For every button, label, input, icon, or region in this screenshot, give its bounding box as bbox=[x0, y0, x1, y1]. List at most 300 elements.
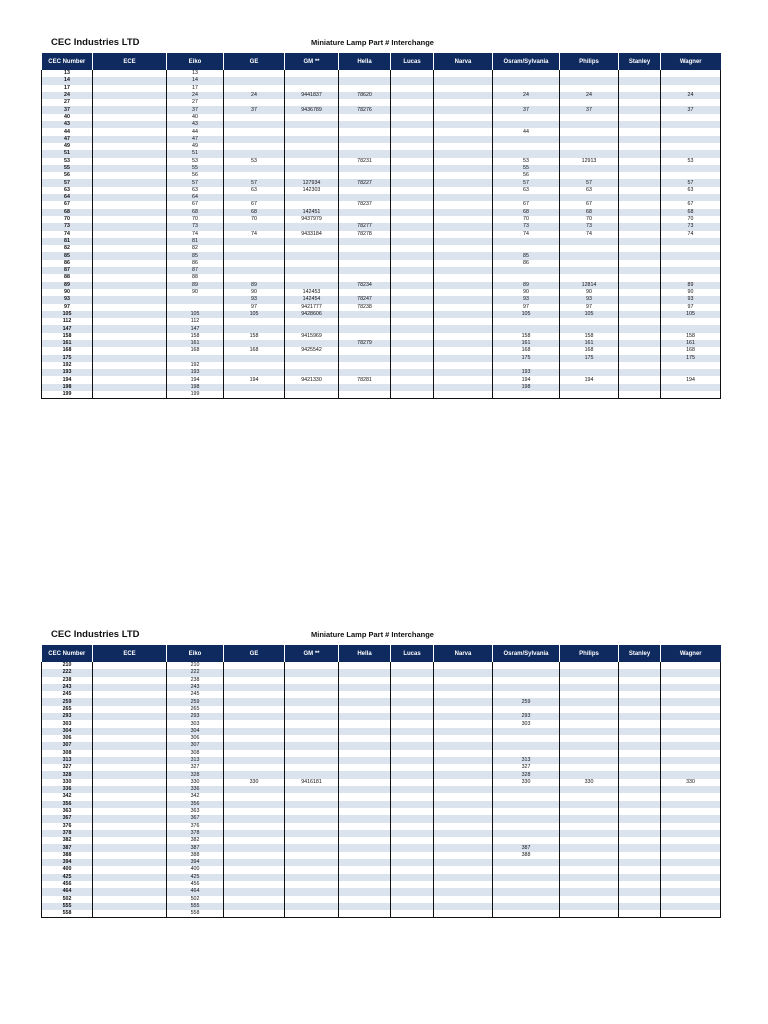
cell-hella bbox=[339, 881, 391, 888]
cell-hella: 78247 bbox=[339, 296, 391, 303]
cell-stanley bbox=[619, 245, 661, 252]
cell-hella bbox=[339, 252, 391, 259]
cell-cec-number: 222 bbox=[42, 669, 93, 676]
cell-cec-number: 97 bbox=[42, 304, 93, 311]
cell-philips: 68 bbox=[560, 209, 619, 216]
cell-cec-number: 394 bbox=[42, 859, 93, 866]
cell-wagner bbox=[661, 801, 721, 808]
cell-ge bbox=[224, 830, 285, 837]
cell-lucas bbox=[391, 706, 434, 713]
table-row bbox=[42, 304, 721, 311]
cell-cec-number: 304 bbox=[42, 728, 93, 735]
cell-stanley bbox=[619, 771, 661, 778]
cell-gm bbox=[285, 136, 339, 143]
cell-stanley bbox=[619, 844, 661, 851]
cell-hella bbox=[339, 742, 391, 749]
cell-ece bbox=[93, 764, 167, 771]
cell-philips: 175 bbox=[560, 355, 619, 362]
cell-gm bbox=[285, 896, 339, 903]
cell-cec-number: 27 bbox=[42, 99, 93, 106]
cell-cec-number: 85 bbox=[42, 252, 93, 259]
cell-gm: 142453 bbox=[285, 289, 339, 296]
cell-cec-number: 330 bbox=[42, 779, 93, 786]
cell-stanley bbox=[619, 830, 661, 837]
column-header-gm: GM ** bbox=[285, 53, 339, 70]
cell-cec-number: 17 bbox=[42, 85, 93, 92]
cell-wagner bbox=[661, 662, 721, 669]
cell-wagner bbox=[661, 77, 721, 84]
cell-ge bbox=[224, 325, 285, 332]
cell-wagner: 67 bbox=[661, 201, 721, 208]
cell-philips bbox=[560, 77, 619, 84]
cell-narva bbox=[434, 874, 493, 881]
cell-osram-sylvania: 303 bbox=[493, 720, 560, 727]
cell-lucas bbox=[391, 158, 434, 165]
cell-eiko: 382 bbox=[167, 837, 224, 844]
cell-osram-sylvania bbox=[493, 808, 560, 815]
cell-stanley bbox=[619, 684, 661, 691]
table-row bbox=[42, 231, 721, 238]
cell-stanley bbox=[619, 92, 661, 99]
cell-narva bbox=[434, 106, 493, 113]
cell-osram-sylvania bbox=[493, 662, 560, 669]
cell-wagner bbox=[661, 786, 721, 793]
table-row bbox=[42, 325, 721, 332]
cell-hella bbox=[339, 260, 391, 267]
cell-wagner: 57 bbox=[661, 179, 721, 186]
cell-ece bbox=[93, 677, 167, 684]
cell-philips bbox=[560, 903, 619, 910]
cell-ece bbox=[93, 713, 167, 720]
cell-ece bbox=[93, 384, 167, 391]
cell-lucas bbox=[391, 311, 434, 318]
cell-philips bbox=[560, 793, 619, 800]
cell-stanley bbox=[619, 881, 661, 888]
cell-cec-number: 327 bbox=[42, 764, 93, 771]
cell-hella bbox=[339, 874, 391, 881]
table-row bbox=[42, 376, 721, 383]
cell-gm bbox=[285, 837, 339, 844]
cell-eiko: 56 bbox=[167, 172, 224, 179]
table-row bbox=[42, 318, 721, 325]
cell-ece bbox=[93, 771, 167, 778]
cell-narva bbox=[434, 114, 493, 121]
cell-cec-number: 57 bbox=[42, 179, 93, 186]
cell-cec-number: 67 bbox=[42, 201, 93, 208]
cell-stanley bbox=[619, 903, 661, 910]
cell-osram-sylvania: 194 bbox=[493, 376, 560, 383]
cell-narva bbox=[434, 735, 493, 742]
table-row bbox=[42, 910, 721, 918]
cell-narva bbox=[434, 99, 493, 106]
table-row bbox=[42, 252, 721, 259]
column-header-narva: Narva bbox=[434, 53, 493, 70]
cell-hella: 78278 bbox=[339, 231, 391, 238]
cell-stanley bbox=[619, 296, 661, 303]
cell-osram-sylvania bbox=[493, 684, 560, 691]
cell-hella bbox=[339, 801, 391, 808]
cell-cec-number: 313 bbox=[42, 757, 93, 764]
cell-wagner bbox=[661, 896, 721, 903]
cell-lucas bbox=[391, 318, 434, 325]
cell-osram-sylvania bbox=[493, 245, 560, 252]
cell-hella: 78277 bbox=[339, 223, 391, 230]
cell-cec-number: 356 bbox=[42, 801, 93, 808]
cell-ece bbox=[93, 158, 167, 165]
cell-wagner bbox=[661, 750, 721, 757]
cell-ge bbox=[224, 267, 285, 274]
cell-narva bbox=[434, 77, 493, 84]
cell-osram-sylvania bbox=[493, 801, 560, 808]
cell-ece bbox=[93, 728, 167, 735]
cell-ece bbox=[93, 216, 167, 223]
column-header-stanley: Stanley bbox=[619, 53, 661, 70]
cell-hella: 78276 bbox=[339, 106, 391, 113]
cell-wagner bbox=[661, 823, 721, 830]
cell-philips bbox=[560, 362, 619, 369]
column-header-philips: Philips bbox=[560, 645, 619, 662]
cell-eiko: 158 bbox=[167, 333, 224, 340]
cell-cec-number: 175 bbox=[42, 355, 93, 362]
section-header bbox=[41, 629, 720, 643]
cell-wagner: 24 bbox=[661, 92, 721, 99]
cell-eiko: 74 bbox=[167, 231, 224, 238]
cell-narva bbox=[434, 362, 493, 369]
header-row bbox=[42, 645, 721, 662]
cell-philips bbox=[560, 691, 619, 698]
cell-philips bbox=[560, 815, 619, 822]
cell-lucas bbox=[391, 150, 434, 157]
cell-narva bbox=[434, 830, 493, 837]
cell-stanley bbox=[619, 70, 661, 77]
table-row bbox=[42, 121, 721, 128]
table-row bbox=[42, 837, 721, 844]
cell-hella bbox=[339, 274, 391, 281]
cell-gm: 9425542 bbox=[285, 347, 339, 354]
cell-osram-sylvania: 86 bbox=[493, 260, 560, 267]
cell-wagner: 105 bbox=[661, 311, 721, 318]
cell-stanley bbox=[619, 706, 661, 713]
cell-gm bbox=[285, 143, 339, 150]
column-header-cec-number: CEC Number bbox=[42, 645, 93, 662]
cell-ge bbox=[224, 844, 285, 851]
cell-hella bbox=[339, 245, 391, 252]
cell-gm bbox=[285, 808, 339, 815]
cell-philips bbox=[560, 128, 619, 135]
cell-cec-number: 44 bbox=[42, 128, 93, 135]
cell-hella bbox=[339, 165, 391, 172]
cell-ge: 74 bbox=[224, 231, 285, 238]
cell-wagner: 90 bbox=[661, 289, 721, 296]
cell-philips bbox=[560, 325, 619, 332]
cell-cec-number: 88 bbox=[42, 274, 93, 281]
cell-narva bbox=[434, 888, 493, 895]
cell-lucas bbox=[391, 859, 434, 866]
table-row bbox=[42, 289, 721, 296]
cell-wagner bbox=[661, 143, 721, 150]
cell-narva bbox=[434, 267, 493, 274]
cell-ece bbox=[93, 143, 167, 150]
cell-narva bbox=[434, 209, 493, 216]
cell-narva bbox=[434, 289, 493, 296]
table-row bbox=[42, 347, 721, 354]
cell-gm: 9421330 bbox=[285, 376, 339, 383]
cell-gm bbox=[285, 735, 339, 742]
table-row bbox=[42, 823, 721, 830]
cell-hella bbox=[339, 209, 391, 216]
cell-lucas bbox=[391, 771, 434, 778]
cell-eiko: 306 bbox=[167, 735, 224, 742]
cell-narva bbox=[434, 859, 493, 866]
cell-cec-number: 74 bbox=[42, 231, 93, 238]
cell-gm bbox=[285, 691, 339, 698]
cell-narva bbox=[434, 801, 493, 808]
column-header-stanley: Stanley bbox=[619, 645, 661, 662]
cell-philips bbox=[560, 771, 619, 778]
table-row bbox=[42, 684, 721, 691]
cell-ge: 158 bbox=[224, 333, 285, 340]
cell-ge: 330 bbox=[224, 779, 285, 786]
cell-osram-sylvania bbox=[493, 238, 560, 245]
cell-wagner bbox=[661, 362, 721, 369]
cell-osram-sylvania bbox=[493, 70, 560, 77]
cell-eiko: 378 bbox=[167, 830, 224, 837]
cell-cec-number: 158 bbox=[42, 333, 93, 340]
cell-hella bbox=[339, 172, 391, 179]
cell-narva bbox=[434, 158, 493, 165]
cell-lucas bbox=[391, 187, 434, 194]
cell-eiko: 336 bbox=[167, 786, 224, 793]
cell-osram-sylvania bbox=[493, 815, 560, 822]
cell-hella bbox=[339, 815, 391, 822]
cell-ece bbox=[93, 391, 167, 399]
cell-hella bbox=[339, 823, 391, 830]
cell-lucas bbox=[391, 172, 434, 179]
cell-philips bbox=[560, 786, 619, 793]
cell-lucas bbox=[391, 874, 434, 881]
cell-narva bbox=[434, 333, 493, 340]
cell-osram-sylvania bbox=[493, 903, 560, 910]
cell-ge bbox=[224, 771, 285, 778]
cell-ece bbox=[93, 866, 167, 873]
table-row bbox=[42, 245, 721, 252]
cell-osram-sylvania bbox=[493, 318, 560, 325]
cell-ge: 90 bbox=[224, 289, 285, 296]
cell-ece bbox=[93, 282, 167, 289]
cell-lucas bbox=[391, 376, 434, 383]
table-row bbox=[42, 391, 721, 399]
cell-cec-number: 387 bbox=[42, 844, 93, 851]
cell-lucas bbox=[391, 77, 434, 84]
cell-wagner: 93 bbox=[661, 296, 721, 303]
cell-ece bbox=[93, 289, 167, 296]
cell-ge bbox=[224, 362, 285, 369]
cell-stanley bbox=[619, 779, 661, 786]
cell-osram-sylvania: 158 bbox=[493, 333, 560, 340]
cell-cec-number: 47 bbox=[42, 136, 93, 143]
cell-lucas bbox=[391, 165, 434, 172]
cell-osram-sylvania: 57 bbox=[493, 179, 560, 186]
table-row bbox=[42, 750, 721, 757]
cell-eiko: 37 bbox=[167, 106, 224, 113]
cell-philips bbox=[560, 750, 619, 757]
cell-lucas bbox=[391, 720, 434, 727]
cell-ece bbox=[93, 333, 167, 340]
cell-cec-number: 307 bbox=[42, 742, 93, 749]
cell-osram-sylvania: 259 bbox=[493, 698, 560, 705]
cell-ge: 97 bbox=[224, 304, 285, 311]
cell-gm bbox=[285, 852, 339, 859]
cell-philips: 194 bbox=[560, 376, 619, 383]
cell-gm: 142303 bbox=[285, 187, 339, 194]
cell-gm bbox=[285, 801, 339, 808]
cell-wagner bbox=[661, 318, 721, 325]
cell-cec-number: 210 bbox=[42, 662, 93, 669]
cell-ece bbox=[93, 706, 167, 713]
cell-philips bbox=[560, 85, 619, 92]
cell-stanley bbox=[619, 728, 661, 735]
cell-gm bbox=[285, 764, 339, 771]
cell-cec-number: 168 bbox=[42, 347, 93, 354]
cell-wagner: 161 bbox=[661, 340, 721, 347]
cell-narva bbox=[434, 340, 493, 347]
cell-osram-sylvania bbox=[493, 669, 560, 676]
cell-stanley bbox=[619, 260, 661, 267]
cell-ge: 70 bbox=[224, 216, 285, 223]
cell-ge bbox=[224, 742, 285, 749]
cell-eiko: 304 bbox=[167, 728, 224, 735]
cell-gm bbox=[285, 128, 339, 135]
cell-narva bbox=[434, 391, 493, 399]
cell-ge bbox=[224, 318, 285, 325]
cell-ge: 53 bbox=[224, 158, 285, 165]
cell-gm bbox=[285, 318, 339, 325]
cell-eiko: 555 bbox=[167, 903, 224, 910]
cell-eiko bbox=[167, 296, 224, 303]
cell-ece bbox=[93, 823, 167, 830]
cell-lucas bbox=[391, 903, 434, 910]
cell-cec-number: 51 bbox=[42, 150, 93, 157]
cell-hella bbox=[339, 677, 391, 684]
cell-lucas bbox=[391, 801, 434, 808]
cell-hella bbox=[339, 691, 391, 698]
cell-narva bbox=[434, 143, 493, 150]
cell-wagner bbox=[661, 830, 721, 837]
cell-osram-sylvania bbox=[493, 677, 560, 684]
cell-ge bbox=[224, 793, 285, 800]
cell-wagner bbox=[661, 888, 721, 895]
cell-lucas bbox=[391, 355, 434, 362]
cell-gm bbox=[285, 677, 339, 684]
cell-osram-sylvania bbox=[493, 325, 560, 332]
cell-gm bbox=[285, 325, 339, 332]
cell-hella: 78227 bbox=[339, 179, 391, 186]
cell-narva bbox=[434, 691, 493, 698]
cell-cec-number: 87 bbox=[42, 267, 93, 274]
cell-hella bbox=[339, 757, 391, 764]
cell-wagner bbox=[661, 735, 721, 742]
cell-cec-number: 376 bbox=[42, 823, 93, 830]
cell-eiko: 307 bbox=[167, 742, 224, 749]
cell-ge: 194 bbox=[224, 376, 285, 383]
cell-hella bbox=[339, 267, 391, 274]
cell-narva bbox=[434, 201, 493, 208]
table-row bbox=[42, 844, 721, 851]
cell-eiko: 40 bbox=[167, 114, 224, 121]
cell-wagner: 63 bbox=[661, 187, 721, 194]
cell-cec-number: 43 bbox=[42, 121, 93, 128]
cell-eiko: 245 bbox=[167, 691, 224, 698]
cell-wagner bbox=[661, 669, 721, 676]
cell-cec-number: 293 bbox=[42, 713, 93, 720]
table-row bbox=[42, 194, 721, 201]
cell-lucas bbox=[391, 85, 434, 92]
cell-osram-sylvania bbox=[493, 837, 560, 844]
table-row bbox=[42, 274, 721, 281]
cell-ge bbox=[224, 114, 285, 121]
cell-narva bbox=[434, 896, 493, 903]
cell-ece bbox=[93, 903, 167, 910]
cell-ece bbox=[93, 874, 167, 881]
table-row bbox=[42, 296, 721, 303]
cell-ge bbox=[224, 859, 285, 866]
cell-wagner bbox=[661, 274, 721, 281]
cell-stanley bbox=[619, 355, 661, 362]
cell-lucas bbox=[391, 793, 434, 800]
cell-hella bbox=[339, 830, 391, 837]
cell-ge bbox=[224, 852, 285, 859]
cell-hella bbox=[339, 662, 391, 669]
cell-philips: 24 bbox=[560, 92, 619, 99]
cell-ece bbox=[93, 296, 167, 303]
cell-stanley bbox=[619, 136, 661, 143]
cell-cec-number: 81 bbox=[42, 238, 93, 245]
cell-stanley bbox=[619, 720, 661, 727]
cell-stanley bbox=[619, 99, 661, 106]
cell-stanley bbox=[619, 216, 661, 223]
cell-osram-sylvania bbox=[493, 881, 560, 888]
cell-lucas bbox=[391, 252, 434, 259]
document-title: Miniature Lamp Part # Interchange bbox=[311, 630, 434, 639]
cell-ece bbox=[93, 311, 167, 318]
cell-osram-sylvania bbox=[493, 793, 560, 800]
cell-hella: 78238 bbox=[339, 304, 391, 311]
cell-ge bbox=[224, 355, 285, 362]
table-row bbox=[42, 793, 721, 800]
cell-cec-number: 199 bbox=[42, 391, 93, 399]
cell-gm bbox=[285, 158, 339, 165]
cell-lucas bbox=[391, 764, 434, 771]
cell-ge bbox=[224, 172, 285, 179]
cell-stanley bbox=[619, 669, 661, 676]
cell-gm bbox=[285, 369, 339, 376]
cell-philips bbox=[560, 114, 619, 121]
company-name: CEC Industries LTD bbox=[51, 629, 140, 640]
cell-hella bbox=[339, 77, 391, 84]
table-row bbox=[42, 735, 721, 742]
cell-philips bbox=[560, 165, 619, 172]
cell-gm: 142451 bbox=[285, 209, 339, 216]
cell-ece bbox=[93, 77, 167, 84]
cell-cec-number: 367 bbox=[42, 815, 93, 822]
cell-lucas bbox=[391, 698, 434, 705]
column-header-hella: Hella bbox=[339, 53, 391, 70]
cell-wagner bbox=[661, 114, 721, 121]
cell-ece bbox=[93, 245, 167, 252]
cell-ece bbox=[93, 698, 167, 705]
cell-eiko: 363 bbox=[167, 808, 224, 815]
table-row bbox=[42, 764, 721, 771]
